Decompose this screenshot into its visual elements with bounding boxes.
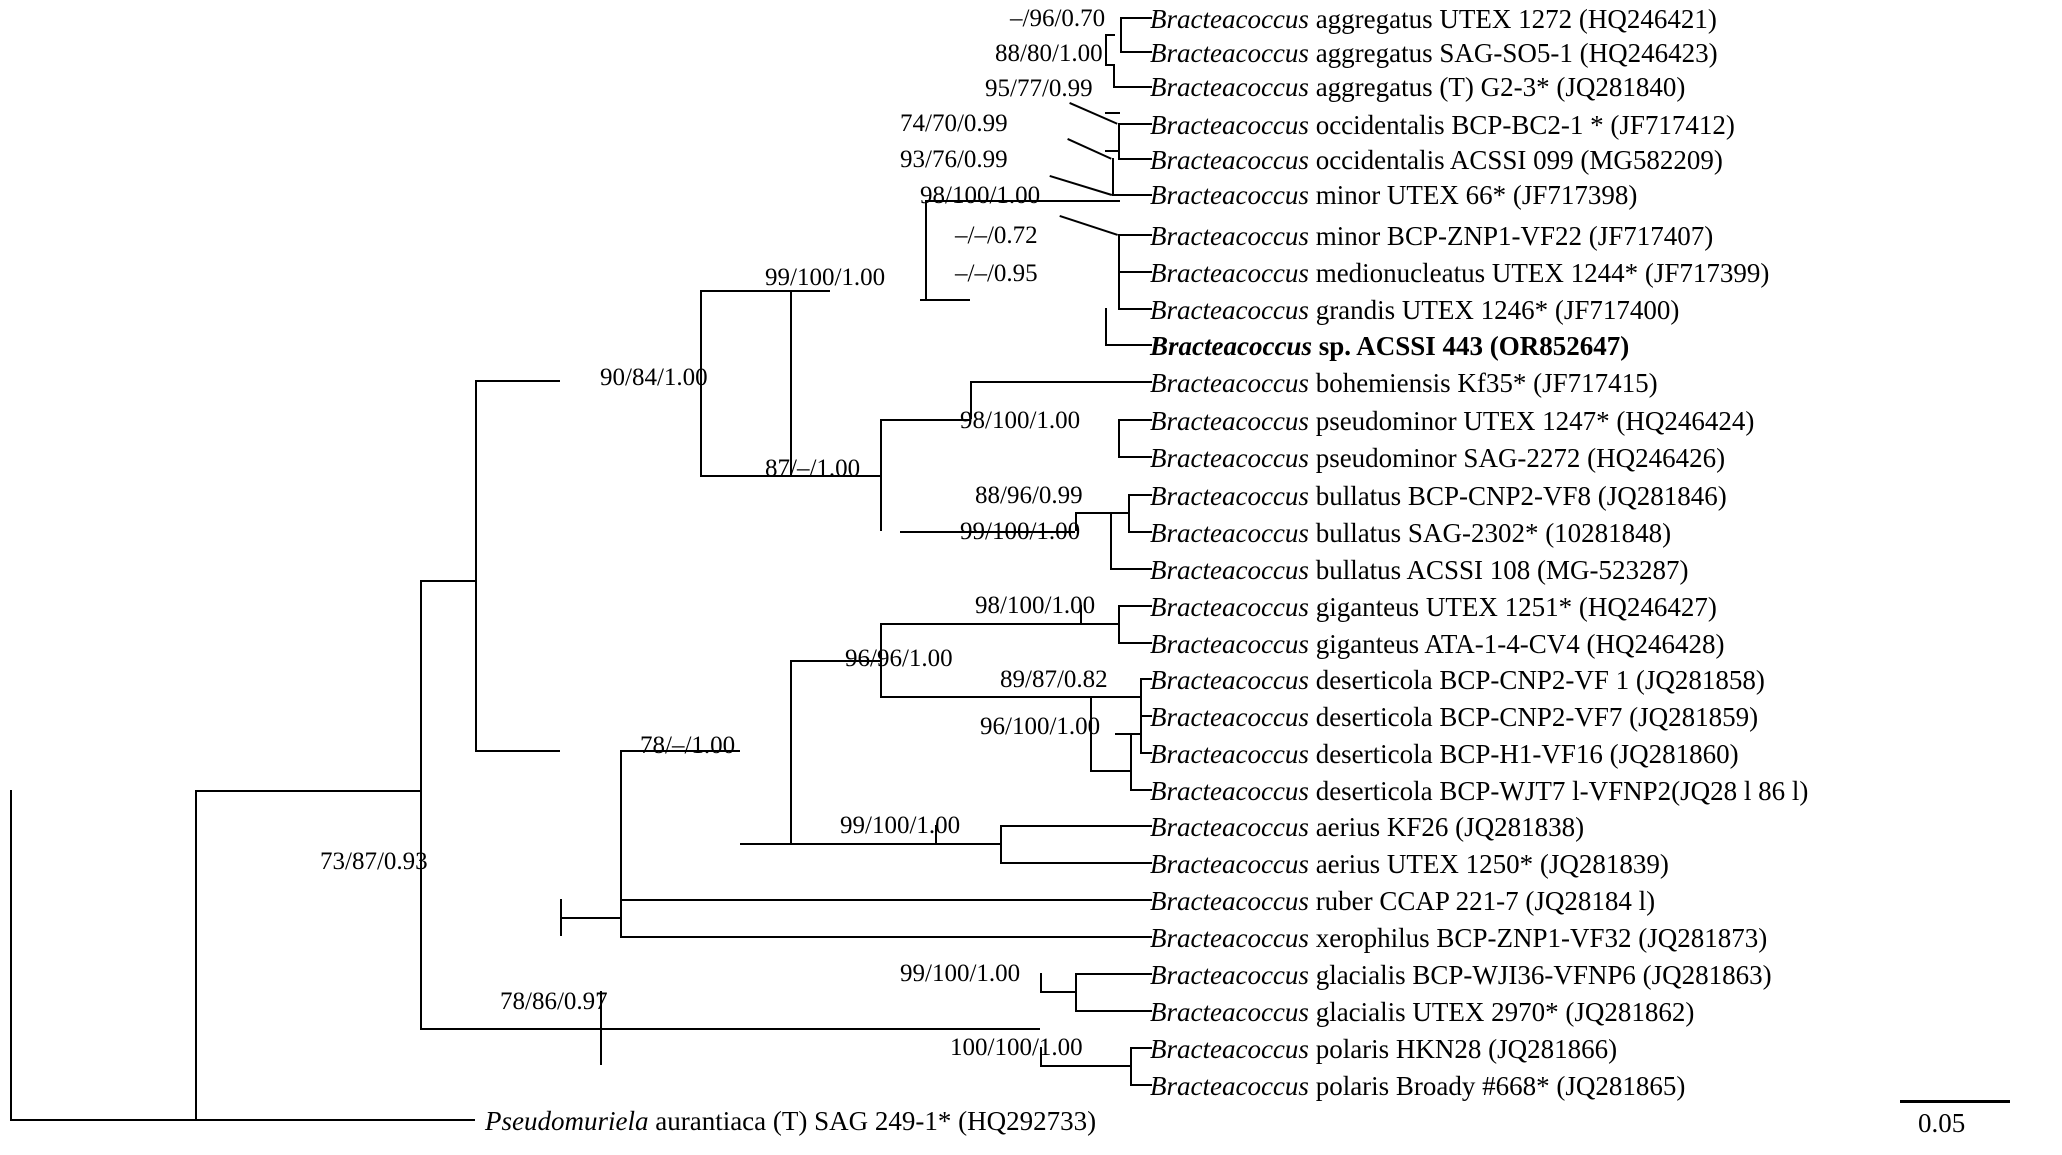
tree-branch-horizontal xyxy=(1090,770,1130,772)
taxon-label xyxy=(1150,180,1637,210)
taxon-genus: Bracteacoccus xyxy=(1150,1071,1309,1101)
tree-branch-horizontal xyxy=(1128,531,1152,533)
taxon-strain: bullatus SAG-2302* (10281848) xyxy=(1308,518,1672,548)
taxon-genus: Bracteacoccus xyxy=(1150,665,1309,695)
tree-branch-horizontal xyxy=(880,419,970,421)
branch-support-label: 99/100/1.00 xyxy=(960,518,1081,545)
taxon-label xyxy=(1150,923,1767,953)
tree-branch-horizontal xyxy=(1090,696,1140,698)
taxon-genus: Bracteacoccus xyxy=(1150,443,1309,473)
taxon-label xyxy=(1150,1034,1617,1064)
taxon-label xyxy=(1150,629,1724,659)
tree-branch-horizontal xyxy=(1105,112,1120,114)
taxon-strain: sp. ACSSI 443 (OR852647) xyxy=(1311,331,1630,361)
tree-branch-horizontal xyxy=(475,380,560,382)
taxon-label xyxy=(1150,258,1769,288)
tree-branch-horizontal xyxy=(1075,973,1152,975)
taxon-strain: minor UTEX 66* (JF717398) xyxy=(1308,180,1638,210)
tree-branch-horizontal xyxy=(1040,1065,1130,1067)
tree-branch-vertical xyxy=(1118,419,1120,456)
taxon-genus: Bracteacoccus xyxy=(1150,592,1309,622)
tree-branch-horizontal xyxy=(1130,1047,1152,1049)
branch-support-label: 90/84/1.00 xyxy=(600,364,708,391)
taxon-genus: Bracteacoccus xyxy=(1150,221,1309,251)
taxon-strain: occidentalis ACSSI 099 (MG582209) xyxy=(1308,145,1723,175)
tree-branch-horizontal xyxy=(970,381,1152,383)
taxon-genus: Bracteacoccus xyxy=(1150,739,1309,769)
taxon-genus: Bracteacoccus xyxy=(1150,1034,1309,1064)
tree-branch-horizontal xyxy=(1118,271,1152,273)
taxon-strain: bullatus ACSSI 108 (MG-523287) xyxy=(1308,555,1689,585)
taxon-genus: Bracteacoccus xyxy=(1150,518,1309,548)
taxon-strain: glacialis UTEX 2970* (JQ281862) xyxy=(1308,997,1695,1027)
tree-branch-horizontal xyxy=(1120,17,1152,19)
taxon-genus: Bracteacoccus xyxy=(1150,702,1309,732)
tree-branch-horizontal xyxy=(475,750,560,752)
tree-branch-vertical xyxy=(1120,17,1122,51)
branch-support-label: 99/100/1.00 xyxy=(900,960,1021,987)
tree-branch-vertical xyxy=(1118,271,1120,308)
taxon-strain: ruber CCAP 221-7 (JQ28184 l) xyxy=(1308,886,1656,916)
branch-support-label: 100/100/1.00 xyxy=(950,1034,1083,1061)
taxon-genus: Bracteacoccus xyxy=(1150,180,1309,210)
tree-branch-horizontal xyxy=(1128,494,1152,496)
tree-branch-horizontal xyxy=(1080,623,1118,625)
taxon-label xyxy=(1150,4,1717,34)
taxon-label xyxy=(1150,145,1723,175)
taxon-label xyxy=(1150,997,1694,1027)
branch-support-label: –/96/0.70 xyxy=(1010,5,1106,32)
taxon-strain: deserticola BCP-CNP2-VF7 (JQ281859) xyxy=(1308,702,1759,732)
taxon-strain: aerius KF26 (JQ281838) xyxy=(1308,812,1585,842)
taxon-strain: deserticola BCP-H1-VF16 (JQ281860) xyxy=(1308,739,1739,769)
branch-support-label: 73/87/0.93 xyxy=(320,848,428,875)
taxon-label xyxy=(1150,592,1717,622)
taxon-label xyxy=(1150,481,1727,511)
tree-branch-horizontal xyxy=(1118,123,1152,125)
tree-branch-horizontal xyxy=(560,917,620,919)
branch-support-label: 78/–/1.00 xyxy=(640,732,736,759)
taxon-label xyxy=(1150,72,1685,102)
taxon-strain: bohemiensis Kf35* (JF717415) xyxy=(1308,368,1658,398)
tree-branch-vertical xyxy=(790,290,792,475)
branch-support-label: 99/100/1.00 xyxy=(840,812,961,839)
tree-branch-diagonal xyxy=(1049,175,1112,196)
branch-support-label: –/–/0.72 xyxy=(955,222,1038,249)
tree-branch-horizontal xyxy=(420,580,475,582)
branch-support-label: 88/80/1.00 xyxy=(995,40,1103,67)
tree-branch-vertical xyxy=(620,750,622,936)
taxon-label xyxy=(1150,776,1808,806)
taxon-strain: minor BCP-ZNP1-VF22 (JF717407) xyxy=(1308,221,1714,251)
branch-support-label: 98/100/1.00 xyxy=(960,407,1081,434)
taxon-strain: pseudominor SAG-2272 (HQ246426) xyxy=(1308,443,1726,473)
tree-branch-horizontal xyxy=(1130,1084,1152,1086)
tree-branch-horizontal xyxy=(1118,642,1152,644)
taxon-genus: Bracteacoccus xyxy=(1150,849,1309,879)
branch-support-label: 95/77/0.99 xyxy=(985,75,1093,102)
tree-branch-horizontal xyxy=(1040,991,1075,993)
taxon-label xyxy=(1150,812,1584,842)
taxon-label xyxy=(1150,110,1735,140)
taxon-genus: Bracteacoccus xyxy=(1150,406,1309,436)
taxon-genus: Bracteacoccus xyxy=(1150,481,1309,511)
tree-branch-horizontal xyxy=(1000,825,1152,827)
branch-support-label: 98/100/1.00 xyxy=(920,182,1041,209)
tree-branch-vertical xyxy=(1118,123,1120,158)
taxon-label xyxy=(1150,886,1655,916)
taxon-label xyxy=(1150,406,1754,436)
tree-branch-horizontal xyxy=(935,843,1000,845)
taxon-strain: aerius UTEX 1250* (JQ281839) xyxy=(1308,849,1669,879)
taxon-strain: polaris HKN28 (JQ281866) xyxy=(1308,1034,1618,1064)
taxon-strain: occidentalis BCP-BC2-1 * (JF717412) xyxy=(1308,110,1735,140)
tree-branch-vertical xyxy=(1113,64,1115,86)
branch-support-label: 93/76/0.99 xyxy=(900,146,1008,173)
tree-branch-vertical xyxy=(560,899,562,936)
tree-branch-horizontal xyxy=(1130,789,1152,791)
tree-branch-vertical xyxy=(420,580,422,1028)
tree-branch-horizontal xyxy=(1110,568,1152,570)
taxon-label xyxy=(1150,295,1679,325)
tree-branch-vertical xyxy=(790,660,792,843)
branch-support-label: 88/96/0.99 xyxy=(975,482,1083,509)
branch-support-label: 96/100/1.00 xyxy=(980,713,1101,740)
taxon-strain: giganteus UTEX 1251* (HQ246427) xyxy=(1308,592,1717,622)
taxon-strain: deserticola BCP-WJT7 l-VFNP2(JQ28 l 86 l) xyxy=(1308,776,1809,806)
branch-support-label: –/–/0.95 xyxy=(955,260,1038,287)
taxon-genus: Bracteacoccus xyxy=(1150,331,1312,361)
taxon-genus: Bracteacoccus xyxy=(1150,38,1309,68)
tree-branch-horizontal xyxy=(620,936,1152,938)
taxon-strain: deserticola BCP-CNP2-VF 1 (JQ281858) xyxy=(1308,665,1765,695)
tree-branch-horizontal xyxy=(195,790,420,792)
tree-branch-vertical xyxy=(1118,234,1120,271)
tree-branch-diagonal xyxy=(1067,138,1112,160)
taxon-genus: Pseudomuriela xyxy=(485,1106,649,1136)
scale-bar-label: 0.05 xyxy=(1918,1108,1966,1138)
tree-branch-vertical xyxy=(10,790,12,1119)
taxon-genus: Bracteacoccus xyxy=(1150,72,1309,102)
tree-branch-vertical xyxy=(1112,158,1114,194)
tree-branch-vertical xyxy=(880,419,882,531)
tree-branch-horizontal xyxy=(880,696,1090,698)
taxon-genus: Bracteacoccus xyxy=(1150,368,1309,398)
taxon-strain: aggregatus SAG-SO5-1 (HQ246423) xyxy=(1308,38,1718,68)
tree-branch-horizontal xyxy=(1118,234,1152,236)
tree-branch-vertical xyxy=(1105,308,1107,344)
tree-branch-vertical xyxy=(925,200,927,300)
tree-branch-vertical xyxy=(1110,512,1112,568)
taxon-genus: Bracteacoccus xyxy=(1150,886,1309,916)
taxon-genus: Bracteacoccus xyxy=(1150,295,1309,325)
branch-support-label: 99/100/1.00 xyxy=(765,264,886,291)
branch-support-label: 98/100/1.00 xyxy=(975,592,1096,619)
taxon-strain: giganteus ATA-1-4-CV4 (HQ246428) xyxy=(1308,629,1725,659)
taxon-genus: Bracteacoccus xyxy=(1150,923,1309,953)
taxon-strain: aurantiaca (T) SAG 249-1* (HQ292733) xyxy=(648,1106,1097,1136)
taxon-label xyxy=(1150,518,1671,548)
tree-branch-diagonal xyxy=(1059,215,1118,236)
taxon-strain: aggregatus (T) G2-3* (JQ281840) xyxy=(1308,72,1686,102)
tree-branch-vertical xyxy=(1000,825,1002,862)
tree-branch-horizontal xyxy=(420,1028,600,1030)
taxon-strain: aggregatus UTEX 1272 (HQ246421) xyxy=(1308,4,1717,34)
taxon-label xyxy=(1150,38,1718,68)
taxon-label xyxy=(1150,739,1739,769)
taxon-strain: pseudominor UTEX 1247* (HQ246424) xyxy=(1308,406,1755,436)
tree-branch-horizontal xyxy=(1118,456,1152,458)
tree-branch-vertical xyxy=(1040,973,1042,991)
tree-branch-horizontal xyxy=(1075,1010,1152,1012)
taxon-genus: Bracteacoccus xyxy=(1150,258,1309,288)
taxon-strain: bullatus BCP-CNP2-VF8 (JQ281846) xyxy=(1308,481,1727,511)
tree-branch-horizontal xyxy=(10,1119,475,1121)
tree-branch-horizontal xyxy=(1000,862,1152,864)
taxon-label xyxy=(1150,368,1658,398)
tree-branch-horizontal xyxy=(1120,51,1152,53)
tree-branch-horizontal xyxy=(1115,733,1140,735)
taxon-genus: Bracteacoccus xyxy=(1150,4,1309,34)
taxon-label xyxy=(1150,665,1765,695)
tree-branch-vertical xyxy=(1130,733,1132,789)
taxon-strain: medionucleatus UTEX 1244* (JF717399) xyxy=(1308,258,1770,288)
taxon-genus: Bracteacoccus xyxy=(1150,145,1309,175)
taxon-genus: Bracteacoccus xyxy=(1150,960,1309,990)
tree-branch-horizontal xyxy=(1105,344,1152,346)
branch-support-label: 87/–/1.00 xyxy=(765,455,861,482)
taxon-label xyxy=(1150,1071,1685,1101)
taxon-strain: grandis UTEX 1246* (JF717400) xyxy=(1308,295,1680,325)
taxon-genus: Bracteacoccus xyxy=(1150,812,1309,842)
tree-branch-horizontal xyxy=(1113,86,1152,88)
taxon-genus: Bracteacoccus xyxy=(1150,997,1309,1027)
branch-support-label: 78/86/0.97 xyxy=(500,988,608,1015)
taxon-label xyxy=(1150,849,1669,879)
tree-branch-vertical xyxy=(1130,1047,1132,1084)
tree-branch-vertical xyxy=(195,790,197,1119)
taxon-strain: glacialis BCP-WJI36-VFNP6 (JQ281863) xyxy=(1308,960,1772,990)
taxon-genus: Bracteacoccus xyxy=(1150,555,1309,585)
tree-branch-horizontal xyxy=(1118,605,1152,607)
taxon-label xyxy=(1150,555,1688,585)
tree-branch-horizontal xyxy=(1118,308,1152,310)
branch-support-label: 96/96/1.00 xyxy=(845,645,953,672)
tree-branch-horizontal xyxy=(1075,512,1130,514)
taxon-label xyxy=(1150,331,1629,361)
branch-support-label: 74/70/0.99 xyxy=(900,110,1008,137)
tree-branch-horizontal xyxy=(740,843,935,845)
taxon-strain: polaris Broady #668* (JQ281865) xyxy=(1308,1071,1686,1101)
taxon-label xyxy=(485,1106,1096,1136)
taxon-genus: Bracteacoccus xyxy=(1150,629,1309,659)
tree-branch-vertical xyxy=(1075,973,1077,1010)
tree-branch-horizontal xyxy=(1112,194,1152,196)
scale-bar-line xyxy=(1900,1100,2010,1103)
taxon-genus: Bracteacoccus xyxy=(1150,110,1309,140)
tree-branch-horizontal xyxy=(620,899,1152,901)
branch-support-label: 89/87/0.82 xyxy=(1000,666,1108,693)
taxon-strain: xerophilus BCP-ZNP1-VF32 (JQ281873) xyxy=(1308,923,1768,953)
tree-branch-horizontal xyxy=(1118,419,1152,421)
taxon-label xyxy=(1150,221,1713,251)
tree-branch-vertical xyxy=(475,380,477,750)
tree-branch-horizontal xyxy=(600,1028,1040,1030)
tree-branch-vertical xyxy=(1118,605,1120,642)
tree-branch-vertical xyxy=(1140,678,1142,752)
taxon-label xyxy=(1150,443,1725,473)
taxon-label xyxy=(1150,960,1772,990)
tree-branch-horizontal xyxy=(880,623,1080,625)
tree-branch-horizontal xyxy=(920,299,970,301)
tree-branch-horizontal xyxy=(1118,158,1152,160)
taxon-genus: Bracteacoccus xyxy=(1150,776,1309,806)
taxon-label xyxy=(1150,702,1758,732)
tree-branch-vertical xyxy=(1128,494,1130,531)
tree-branch-vertical xyxy=(1105,34,1107,64)
